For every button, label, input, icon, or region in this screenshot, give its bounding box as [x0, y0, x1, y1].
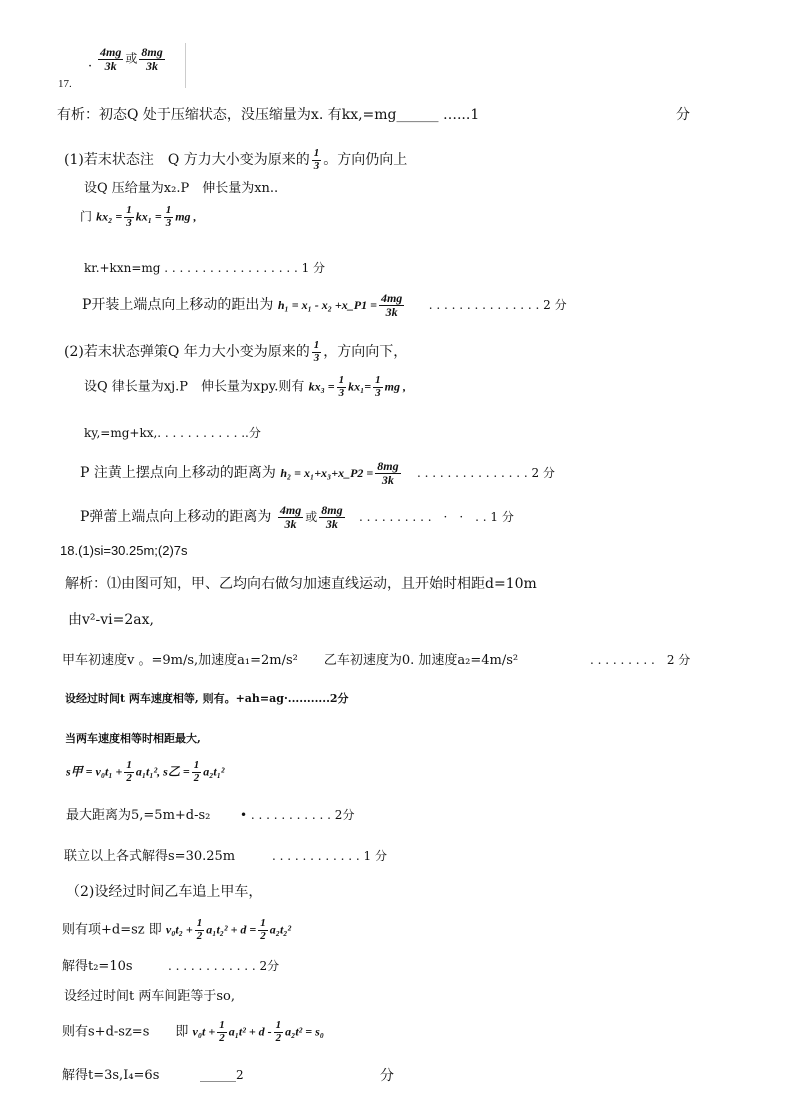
q18-line: 解得t=3s,I₄=6s: [62, 1068, 160, 1083]
q18-line: 解得t₂=10s: [62, 959, 133, 974]
q18-line: 设经过时间t 两车速度相等, 则有。+ah=ag·...........2分: [65, 692, 349, 705]
part2-heading: (2)若末状态弹策Q 年力大小变为原来的 $\frac{1}{3}$ ，方向向下，: [64, 339, 408, 364]
part1-equation: 门 kx₂ = $\frac{1}{3}$ kx₁ = $\frac{1}{3}$ mg ,: [80, 204, 197, 229]
analysis-line: 有析：初态Q 处于压缩状态，没压缩量为x. 有kx,=mg______ …...1: [57, 107, 480, 123]
score-label: 分: [676, 107, 690, 123]
q18-line: 甲车初速度v 。=9m/s,加速度a₁=2m/s² 乙车初速度为0. 加速度a₂=4m/s²: [62, 653, 519, 668]
part1-heading: (1)若末状态注 Q 方力大小变为原来的 $\frac{1}{3}$ 。方向仍向上: [64, 147, 408, 172]
part1-line: kr.+kxn=mg . . . . . . . . . . . . . . . . . . 1 分: [84, 261, 326, 275]
part2-line: 设Q 律长量为xj.P 伸长量为xpy.则有 kx₃ = $\frac{1}{3}$ kx₁= $\frac{1}{3}$ mg ,: [84, 374, 406, 399]
answer-fractions: [96, 46, 167, 72]
part1-line: 设Q 压给量为x₂.P 伸长量为xn..: [84, 181, 279, 196]
score-label: 分: [380, 1068, 394, 1084]
fraction: $\frac{4mg}{3k}$: [100, 45, 122, 73]
score-label: . . . . . . . . . . . . 2分: [168, 959, 280, 973]
question-18-answer: 18.(1)si=30.25m;(2)7s: [60, 543, 188, 558]
q18-equation: 则有s+d-sz=s 即 v₀t + $\frac{1}{2}$ a₁t² + d - $\frac{1}{2}$ a₂t² = s₀: [62, 1019, 324, 1044]
q18-line: 当两车速度相等时相距最大,: [65, 732, 201, 745]
score-label: • . . . . . . . . . . . 2分: [240, 808, 355, 822]
q18-equation: 则有项+d=sz 即 v₀t₂ + $\frac{1}{2}$ a₁t₂² + d = $\frac{1}{2}$ a₂t₂²: [62, 917, 292, 942]
fraction: $\frac{1}{3}$: [313, 147, 320, 172]
q18-line: 由v²-vi=2ax,: [68, 612, 154, 628]
q18-line: 解析：⑴由图可知，甲、乙均向右做匀加速直线运动，且开始时相距d=10m: [65, 576, 537, 592]
q18-equation: s甲 = v₀t₁ + $\frac{1}{2}$ a₁t₁², s乙 = $\frac{1}{2}$ a₂t₁²: [66, 759, 225, 784]
part2-line: P 注黄上摆点向上移动的距离为 h₂ = x₁+x₃+x_P2 = $\frac{8mg}{3k}$ . . . . . . . . . . . . . . . 2 分: [80, 459, 555, 487]
bullet-dot: ·: [88, 59, 93, 74]
q18-line: 设经过时间t 两车间距等于so,: [64, 989, 235, 1004]
divider: [185, 43, 186, 88]
final-line: P弹蕾上端点向上移动的距离为 $\frac{4mg}{3k}$ 或 $\frac{8mg}{3k}$ . . . . . . . . . . · · . . 1 分: [80, 503, 514, 531]
q18-line: 最大距离为5,=5m+d-s₂: [66, 808, 211, 823]
q18-line: （2)设经过时间乙车追上甲车，: [66, 884, 263, 900]
score-label: . . . . . . . . . 2 分: [590, 653, 691, 667]
score-label: . . . . . . . . . . . . 1 分: [272, 849, 387, 863]
part2-line: ky,=mg+kx,. . . . . . . . . . . ..分: [84, 426, 261, 440]
question-number: 17.: [58, 78, 72, 90]
part1-line: P开装上端点向上移动的距出为 h₁ = x₁ - x₂ +x_P1 = $\frac{4mg}{3k}$ . . . . . . . . . . . . . . . 2 分: [82, 291, 567, 319]
q18-blank: ______2: [200, 1068, 244, 1082]
q18-line: 联立以上各式解得s=30.25m: [64, 849, 236, 864]
or-text: 或: [125, 51, 138, 66]
fraction: $\frac{8mg}{3k}$: [141, 45, 163, 73]
